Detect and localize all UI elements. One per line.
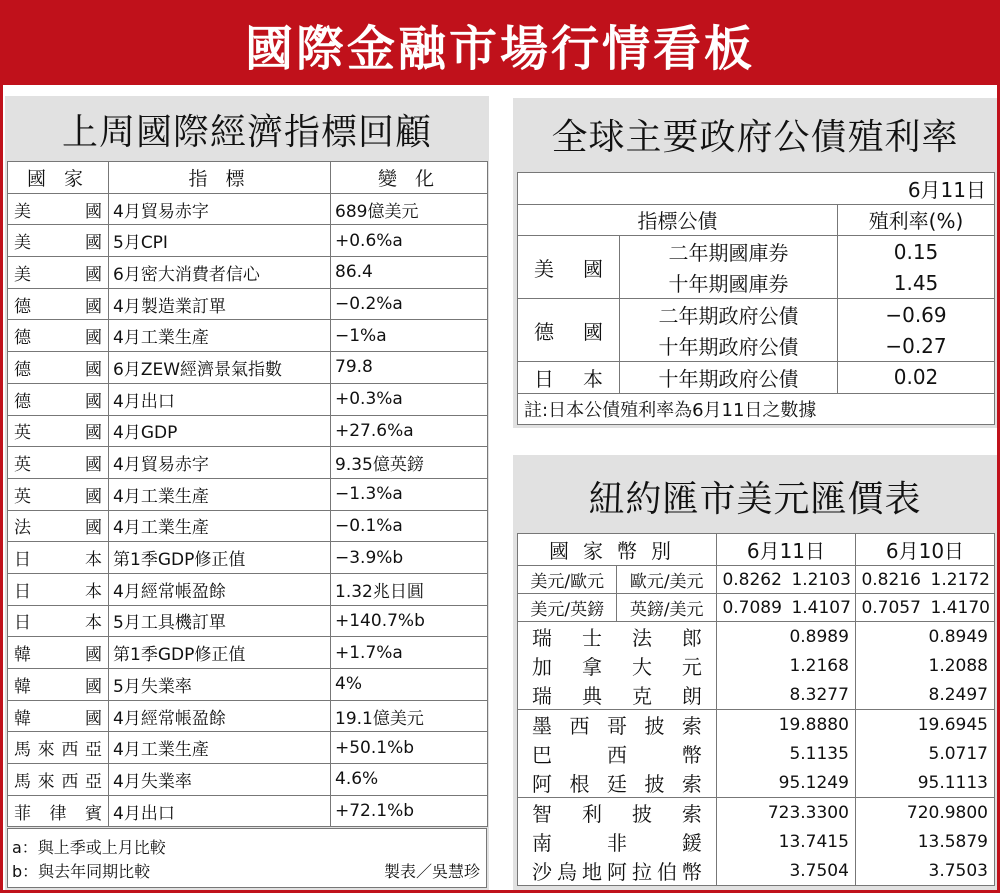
yields-note: 註:日本公債殖利率為6月11日之數據 — [518, 393, 995, 425]
indicator-country: 英國 — [8, 415, 109, 447]
yields-country: 美國 — [518, 236, 620, 299]
indicator-change: −0.2%a — [331, 288, 488, 320]
indicator-change: −1.3%a — [331, 478, 488, 510]
fx-rate-d1: 8.3277 — [716, 680, 855, 710]
table-row — [8, 605, 488, 637]
indicator-name: 4月工業生產 — [109, 732, 331, 764]
note-b: b：與去年同期比較 — [12, 862, 151, 881]
yields-bond: 十年期國庫券 — [620, 267, 838, 299]
indicator-name: 4月工業生產 — [109, 510, 331, 542]
fx-rate-d2: 95.1113 — [855, 768, 994, 798]
table-row — [8, 732, 488, 764]
indicator-country: 菲律賓 — [8, 795, 109, 827]
indicator-country: 日本 — [8, 542, 109, 574]
indicator-name: 4月製造業訂單 — [109, 288, 331, 320]
indicator-change: +50.1%b — [331, 732, 488, 764]
indicator-name: 4月貿易赤字 — [109, 447, 331, 479]
table-maker: 製表／吳慧珍 — [383, 862, 480, 881]
yields-note-row — [518, 393, 995, 425]
indicator-country: 美國 — [8, 193, 109, 225]
yields-date-row — [518, 173, 995, 205]
indicator-country: 德國 — [8, 320, 109, 352]
table-row — [8, 320, 488, 352]
fx-rate-d2: 13.5879 — [855, 827, 994, 856]
indicator-country: 法國 — [8, 510, 109, 542]
indicator-name: 6月密大消費者信心 — [109, 257, 331, 289]
fx-rate-d2: 0.8949 — [855, 622, 994, 652]
table-row — [8, 795, 488, 827]
indicator-change: 1.32兆日圓 — [331, 573, 488, 605]
indicator-change: +1.7%a — [331, 637, 488, 669]
yields-rate: −0.69 — [838, 299, 995, 331]
indicators-heading: 上周國際經濟指標回顧 — [61, 111, 432, 153]
fx-currency: 瑞士法郎 — [518, 622, 717, 652]
yields-table — [517, 172, 995, 425]
table-row — [518, 566, 995, 594]
fx-pair-value: 1.2103 — [786, 566, 856, 594]
indicator-change: −3.9%b — [331, 542, 488, 574]
yields-bond: 二年期政府公債 — [620, 299, 838, 331]
yields-date: 6月11日 — [518, 173, 995, 205]
fx-rate-d2: 720.9800 — [855, 798, 994, 828]
fx-header-row — [518, 534, 995, 566]
yields-rate: 1.45 — [838, 267, 995, 299]
table-row — [8, 225, 488, 257]
fx-pair-value: 1.4170 — [925, 594, 995, 622]
indicator-country: 美國 — [8, 257, 109, 289]
fx-rate-d2: 5.0717 — [855, 739, 994, 768]
table-row — [518, 710, 995, 740]
header-indicator: 指 標 — [109, 162, 331, 194]
indicator-country: 馬來西亞 — [8, 732, 109, 764]
indicators-table — [7, 161, 488, 827]
fx-rate-d1: 95.1249 — [716, 768, 855, 798]
indicator-name: 5月失業率 — [109, 669, 331, 701]
indicator-change: 9.35億英鎊 — [331, 447, 488, 479]
fx-currency: 沙烏地阿拉伯幣 — [518, 856, 717, 886]
fx-rate-d1: 723.3300 — [716, 798, 855, 828]
table-row — [8, 700, 488, 732]
table-row — [8, 447, 488, 479]
indicator-change: +140.7%b — [331, 605, 488, 637]
indicator-name: 第1季GDP修正值 — [109, 637, 331, 669]
fx-rate-d2: 8.2497 — [855, 680, 994, 710]
yields-heading: 全球主要政府公債殖利率 — [551, 116, 959, 158]
fx-body — [518, 534, 995, 886]
indicator-country: 韓國 — [8, 669, 109, 701]
fx-currency: 巴西幣 — [518, 739, 717, 768]
table-row — [8, 415, 488, 447]
fx-rate-d1: 1.2168 — [716, 651, 855, 680]
indicator-name: 第1季GDP修正值 — [109, 542, 331, 574]
table-row — [8, 637, 488, 669]
indicator-change: 79.8 — [331, 352, 488, 384]
fx-rate-d2: 1.2088 — [855, 651, 994, 680]
fx-pair-value: 0.7089 — [716, 594, 786, 622]
indicator-change: 86.4 — [331, 257, 488, 289]
indicator-name: 4月貿易赤字 — [109, 193, 331, 225]
indicator-change: +27.6%a — [331, 415, 488, 447]
fx-pair-a: 美元/英鎊 — [518, 594, 617, 622]
yields-rate: 0.02 — [838, 362, 995, 394]
indicator-name: 4月經常帳盈餘 — [109, 573, 331, 605]
yields-country: 日本 — [518, 362, 620, 394]
indicator-country: 英國 — [8, 478, 109, 510]
indicator-name: 5月工具機訂單 — [109, 605, 331, 637]
yields-body — [518, 173, 995, 425]
indicator-country: 日本 — [8, 573, 109, 605]
table-row — [518, 236, 995, 268]
indicator-country: 日本 — [8, 605, 109, 637]
yields-col-rate: 殖利率(%) — [838, 204, 995, 236]
table-row — [8, 573, 488, 605]
table-row — [518, 622, 995, 652]
fx-pair-value: 0.8262 — [716, 566, 786, 594]
indicator-country: 英國 — [8, 447, 109, 479]
fx-currency: 瑞典克朗 — [518, 680, 717, 710]
table-row — [518, 856, 995, 886]
table-row — [518, 680, 995, 710]
yields-col-bond: 指標公債 — [518, 204, 838, 236]
fx-currency: 智利披索 — [518, 798, 717, 828]
fx-rate-d1: 3.7504 — [716, 856, 855, 886]
table-row — [8, 542, 488, 574]
indicator-country: 馬來西亞 — [8, 764, 109, 796]
indicator-country: 德國 — [8, 288, 109, 320]
fx-table — [517, 533, 995, 886]
indicator-change: 4% — [331, 669, 488, 701]
fx-date: 6月10日 — [855, 534, 994, 566]
yields-rate: −0.27 — [838, 330, 995, 362]
indicator-change: −0.1%a — [331, 510, 488, 542]
table-row — [518, 651, 995, 680]
indicator-change: +72.1%b — [331, 795, 488, 827]
yields-country: 德國 — [518, 299, 620, 362]
fx-pair-a: 美元/歐元 — [518, 566, 617, 594]
fx-rate-d1: 0.8989 — [716, 622, 855, 652]
indicator-change: −1%a — [331, 320, 488, 352]
fx-pair-value: 0.8216 — [855, 566, 925, 594]
fx-currency: 加拿大元 — [518, 651, 717, 680]
indicator-name: 4月經常帳盈餘 — [109, 700, 331, 732]
fx-currency: 南非鍰 — [518, 827, 717, 856]
fx-currency: 阿根廷披索 — [518, 768, 717, 798]
indicator-change: +0.6%a — [331, 225, 488, 257]
table-row — [8, 383, 488, 415]
table-row — [8, 352, 488, 384]
indicator-change: 689億美元 — [331, 193, 488, 225]
indicators-body — [8, 193, 488, 827]
fx-rate-d1: 13.7415 — [716, 827, 855, 856]
header-country: 國 家 — [8, 162, 109, 194]
table-row — [8, 764, 488, 796]
yields-rate: 0.15 — [838, 236, 995, 268]
table-row — [8, 510, 488, 542]
fx-rate-d1: 19.8880 — [716, 710, 855, 740]
indicator-change: +0.3%a — [331, 383, 488, 415]
indicator-name: 4月GDP — [109, 415, 331, 447]
indicators-header-row — [8, 162, 488, 194]
table-row — [518, 798, 995, 828]
indicator-change: 4.6% — [331, 764, 488, 796]
header-change: 變 化 — [331, 162, 488, 194]
indicator-country: 韓國 — [8, 700, 109, 732]
indicator-country: 韓國 — [8, 637, 109, 669]
table-row — [8, 288, 488, 320]
yields-bond: 二年期國庫券 — [620, 236, 838, 268]
indicator-name: 6月ZEW經濟景氣指數 — [109, 352, 331, 384]
page-title: 國際金融市場行情看板 — [3, 3, 997, 85]
fx-pair-b: 英鎊/美元 — [617, 594, 716, 622]
fx-pair-value: 1.4107 — [786, 594, 856, 622]
fx-heading: 紐約匯市美元匯價表 — [588, 478, 922, 520]
table-row — [518, 594, 995, 622]
fx-rate-d1: 5.1135 — [716, 739, 855, 768]
table-row — [518, 362, 995, 394]
table-row — [518, 768, 995, 798]
indicator-name: 4月工業生產 — [109, 478, 331, 510]
fx-pair-value: 0.7057 — [855, 594, 925, 622]
table-row — [518, 739, 995, 768]
table-row — [8, 478, 488, 510]
table-row — [8, 669, 488, 701]
indicator-country: 德國 — [8, 383, 109, 415]
table-row — [8, 193, 488, 225]
table-row — [518, 827, 995, 856]
note-a: a：與上季或上月比較 — [12, 838, 166, 857]
indicator-name: 4月失業率 — [109, 764, 331, 796]
indicator-change: 19.1億美元 — [331, 700, 488, 732]
indicator-name: 5月CPI — [109, 225, 331, 257]
yields-bond: 十年期政府公債 — [620, 330, 838, 362]
yields-header-row — [518, 204, 995, 236]
fx-header-label: 國家幣別 — [518, 534, 717, 566]
indicator-country: 美國 — [8, 225, 109, 257]
indicators-notes — [7, 828, 487, 888]
fx-currency: 墨西哥披索 — [518, 710, 717, 740]
indicator-country: 德國 — [8, 352, 109, 384]
indicator-name: 4月工業生產 — [109, 320, 331, 352]
yields-bond: 十年期政府公債 — [620, 362, 838, 394]
fx-date: 6月11日 — [716, 534, 855, 566]
table-row — [8, 257, 488, 289]
table-row — [518, 299, 995, 331]
indicator-name: 4月出口 — [109, 383, 331, 415]
fx-pair-b: 歐元/美元 — [617, 566, 716, 594]
indicator-name: 4月出口 — [109, 795, 331, 827]
fx-pair-value: 1.2172 — [925, 566, 995, 594]
fx-rate-d2: 19.6945 — [855, 710, 994, 740]
fx-rate-d2: 3.7503 — [855, 856, 994, 886]
